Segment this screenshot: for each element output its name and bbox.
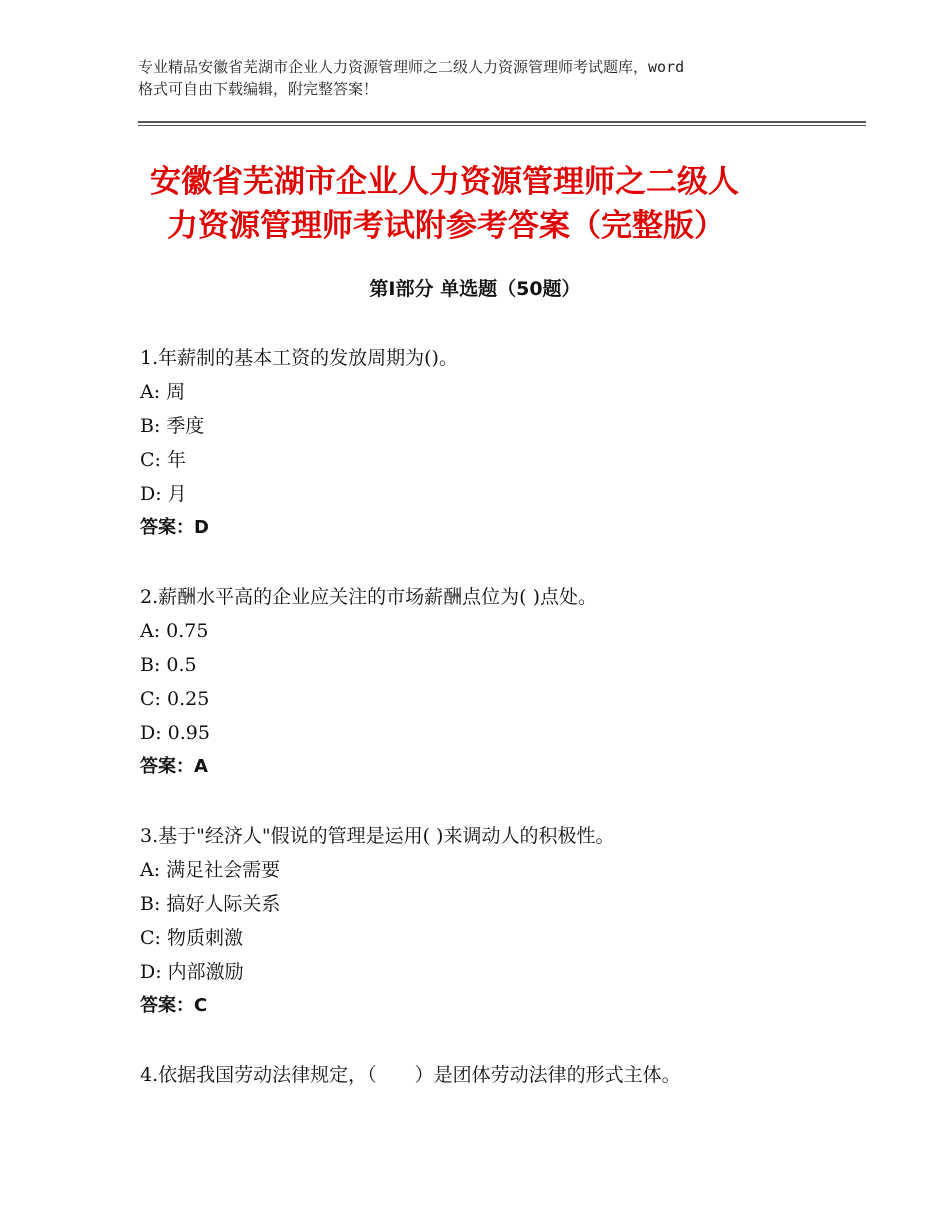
header-note	[138, 56, 828, 100]
header-divider-thin	[138, 125, 866, 126]
answer-option: D: 月	[140, 483, 187, 505]
answer-option: C: 0.25	[140, 688, 210, 710]
document-title	[150, 160, 830, 248]
answer-option: B: 0.5	[140, 654, 197, 676]
answer-option: A: 满足社会需要	[140, 859, 281, 881]
question-block	[140, 580, 860, 784]
question-block	[140, 341, 860, 545]
question-stem: 3.基于"经济人"假说的管理是运用( )来调动人的积极性。	[140, 825, 615, 847]
correct-answer: 答案：A	[140, 756, 208, 777]
question-block	[140, 819, 860, 1023]
answer-option: B: 季度	[140, 415, 205, 437]
question-block	[140, 1058, 860, 1092]
header-note-line: 格式可自由下载编辑，附完整答案！	[138, 80, 379, 98]
correct-answer: 答案：D	[140, 517, 209, 538]
document-title-line: 力资源管理师考试附参考答案（完整版）	[167, 208, 725, 244]
answer-option: D: 内部激励	[140, 961, 244, 983]
answer-option: B: 搞好人际关系	[140, 893, 281, 915]
answer-option: D: 0.95	[140, 722, 210, 744]
question-stem: 4.依据我国劳动法律规定，（ ）是团体劳动法律的形式主体。	[140, 1064, 681, 1086]
header-note-line: 专业精品安徽省芜湖市企业人力资源管理师之二级人力资源管理师考试题库，word	[138, 58, 685, 76]
answer-option: C: 年	[140, 449, 186, 471]
document-title-line: 安徽省芜湖市企业人力资源管理师之二级人	[150, 164, 739, 200]
question-stem: 2.薪酬水平高的企业应关注的市场薪酬点位为( )点处。	[140, 586, 597, 608]
answer-option: C: 物质刺激	[140, 927, 243, 949]
section-title: 第Ⅰ部分 单选题（50题）	[369, 278, 581, 300]
correct-answer: 答案：C	[140, 995, 208, 1016]
answer-option: A: 0.75	[140, 620, 209, 642]
header-divider	[138, 121, 866, 123]
question-stem: 1.年薪制的基本工资的发放周期为()。	[140, 347, 458, 369]
answer-option: A: 周	[140, 381, 186, 403]
